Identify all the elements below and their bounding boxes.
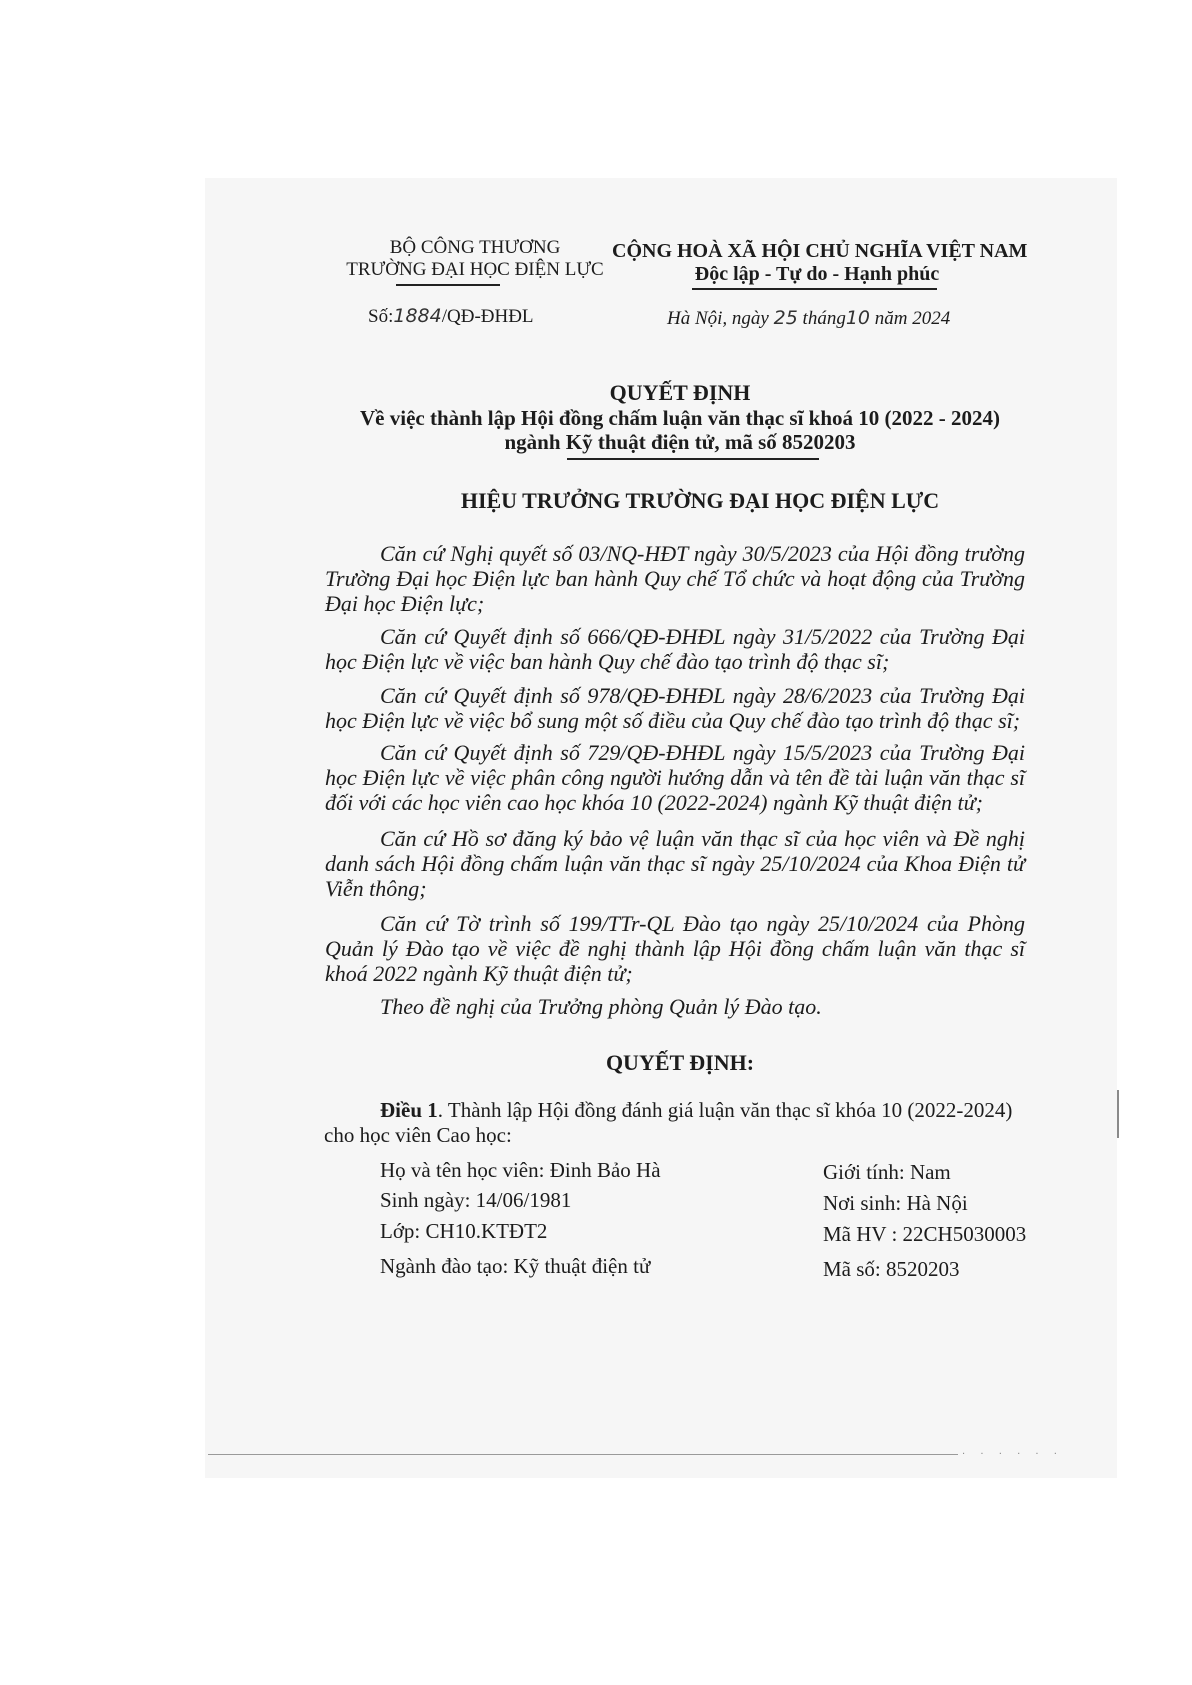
page-bottom-rule [208,1454,958,1455]
decision-number [368,305,534,328]
scan-dots: · · · · · · [962,1449,1063,1460]
issue-date [667,307,950,330]
number-prefix: Số: [368,306,394,327]
basis-paragraph [325,994,1025,1019]
authority-heading: HIỆU TRƯỞNG TRƯỜNG ĐẠI HỌC ĐIỆN LỰC [460,488,940,513]
basis-paragraph [325,541,1025,616]
basis-text: Căn cứ Hồ sơ đăng ký bảo vệ luận văn thạc sĩ của học viên và Đề nghị danh sách Hội đồng chấm luận văn thạc sĩ ngày 25/10/2024 của Khoa Điện tử Viễn thông; [325,826,1025,901]
student-major-code: Mã số: 8520203 [823,1257,960,1281]
ministry-name: BỘ CÔNG THƯƠNG [389,237,561,258]
student-dob: Sinh ngày: 14/06/1981 [380,1188,572,1212]
student-gender: Giới tính: Nam [823,1160,951,1184]
day-handwritten: 25 [773,307,798,329]
year-text: năm 2024 [874,308,951,329]
basis-paragraph [325,740,1025,815]
basis-paragraph [325,624,1025,674]
student-name: Họ và tên học viên: Đinh Bảo Hà [380,1158,661,1182]
national-motto: Độc lập - Tự do - Hạnh phúc [694,263,940,285]
basis-text: Theo đề nghị của Trưởng phòng Quản lý Đào tạo. [380,994,822,1019]
scan-edge-mark [1117,1090,1119,1138]
university-name: TRƯỜNG ĐẠI HỌC ĐIỆN LỰC [346,259,604,280]
article-1-label: Điều 1 [380,1098,438,1122]
article-1-line2: cho học viên Cao học: [324,1123,512,1147]
basis-text: Căn cứ Tờ trình số 199/TTr-QL Đào tạo ngày 25/10/2024 của Phòng Quản lý Đào tạo về việc đề nghị thành lập Hội đồng chấm luận văn thạc sĩ khoá 2022 ngành Kỹ thuật điện tử; [325,911,1025,986]
basis-paragraph [325,826,1025,901]
basis-text: Căn cứ Quyết định số 729/QĐ-ĐHĐL ngày 15/5/2023 của Trường Đại học Điện lực về việc phân công người hướng dẫn và tên đề tài luận văn thạc sĩ đối với các học viên cao học khóa 10 (2022-2024) ngành Kỹ thuật điện tử; [325,740,1025,815]
student-birthplace: Nơi sinh: Hà Nội [823,1191,968,1215]
university-underline [396,284,500,286]
date-prefix: Hà Nội, ngày [667,308,769,329]
student-id: Mã HV : 22CH5030003 [823,1222,1027,1246]
subject-underline [567,458,819,460]
decision-title: QUYẾT ĐỊNH [609,380,751,405]
basis-paragraph [325,683,1025,733]
number-suffix: /QĐ-ĐHĐL [441,306,534,327]
motto-underline [692,288,937,290]
number-handwritten: 1884 [393,305,442,327]
decision-subject-line1: Về việc thành lập Hội đồng chấm luận văn thạc sĩ khoá 10 (2022 - 2024) [360,406,1000,430]
article-1-line1 [380,1098,1012,1123]
basis-text: Căn cứ Quyết định số 978/QĐ-ĐHĐL ngày 28/6/2023 của Trường Đại học Điện lực về việc bổ sung một số điều của Quy chế đào tạo trình độ thạc sĩ; [325,683,1025,733]
nation-title: CỘNG HOÀ XÃ HỘI CHỦ NGHĨA VIỆT NAM [612,240,1028,262]
basis-text: Căn cứ Nghị quyết số 03/NQ-HĐT ngày 30/5/2023 của Hội đồng trường Trường Đại học Điện lực ban hành Quy chế Tổ chức và hoạt động của Trường Đại học Điện lực; [325,541,1025,616]
student-class: Lớp: CH10.KTĐT2 [380,1219,548,1243]
decision-heading: QUYẾT ĐỊNH: [605,1050,755,1075]
student-major: Ngành đào tạo: Kỹ thuật điện tử [380,1254,651,1278]
article-1-text: . Thành lập Hội đồng đánh giá luận văn thạc sĩ khóa 10 (2022-2024) [437,1098,1013,1122]
basis-paragraph [325,911,1025,986]
basis-text: Căn cứ Quyết định số 666/QĐ-ĐHĐL ngày 31/5/2022 của Trường Đại học Điện lực về việc ban hành Quy chế đào tạo trình độ thạc sĩ; [325,624,1025,674]
month-label: tháng [802,308,846,329]
month-handwritten: 10 [845,307,871,329]
decision-subject-line2: ngành Kỹ thuật điện tử, mã số 8520203 [504,430,856,454]
